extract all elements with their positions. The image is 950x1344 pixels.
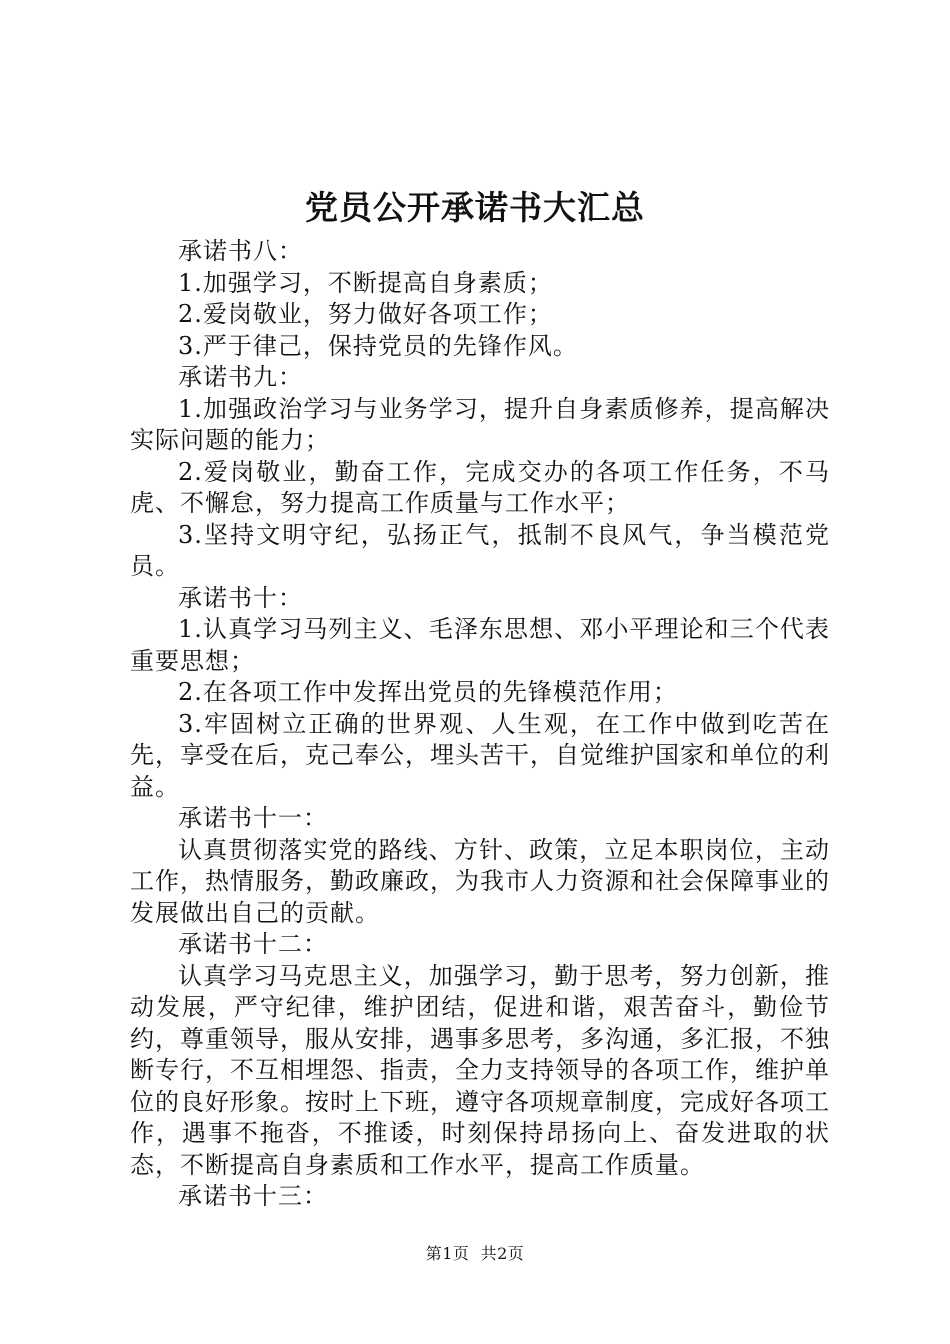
document-body [130,236,830,1213]
paragraph: 承诺书八： [178,237,303,265]
paragraph: 3.严于律己，保持党员的先锋作风。 [178,331,578,360]
paragraph: 认真学习马克思主义，加强学习，勤于思考，努力创新，推动发展，严守纪律，维护团结，促进和谐，艰苦奋斗，勤俭节约，尊重领导，服从安排，遇事多思考，多沟通，多汇报，不独断专行，不互相埋怨、指责，全力支持领导的各项工作，维护单位的良好形象。按时上下班，遵守各项规章制度，完成好各项工作，遇事不拖沓，不推诿，时刻保持昂扬向上、奋发进取的状态，不断提高自身素质和工作水平，提高工作质量。 [130,961,830,1179]
document-title: 党员公开承诺书大汇总 [305,188,645,227]
paragraph: 3.坚持文明守纪，弘扬正气，抵制不良风气，争当模范党员。 [130,520,830,580]
page-total: 共2页 [480,1244,525,1263]
footer-gap [469,1244,480,1263]
paragraph: 认真贯彻落实党的路线、方针、政策，立足本职岗位，主动工作，热情服务，勤政廉政，为我市人力资源和社会保障事业的发展做出自己的贡献。 [130,835,830,927]
paragraph: 承诺书九： [178,363,303,391]
paragraph: 承诺书十一： [178,804,328,832]
paragraph: 承诺书十三： [178,1182,328,1210]
paragraph: 承诺书十二： [178,930,328,958]
paragraph: 1.加强政治学习与业务学习，提升自身素质修养，提高解决实际问题的能力； [130,394,830,454]
paragraph: 1.加强学习，不断提高自身素质； [178,268,553,297]
paragraph: 1.认真学习马列主义、毛泽东思想、邓小平理论和三个代表重要思想； [130,615,830,675]
paragraph: 3.牢固树立正确的世界观、人生观，在工作中做到吃苦在先，享受在后，克己奉公，埋头苦干，自觉维护国家和单位的利益。 [130,709,830,801]
paragraph: 承诺书十： [178,583,303,612]
page-number: 第1页 [425,1244,470,1263]
paragraph: 2.爱岗敬业，努力做好各项工作； [178,300,553,328]
page-footer [0,1243,950,1265]
paragraph: 2.在各项工作中发挥出党员的先锋模范作用； [178,678,678,706]
paragraph: 2.爱岗敬业，勤奋工作，完成交办的各项工作任务，不马虎、不懈怠，努力提高工作质量与工作水平； [130,457,830,517]
